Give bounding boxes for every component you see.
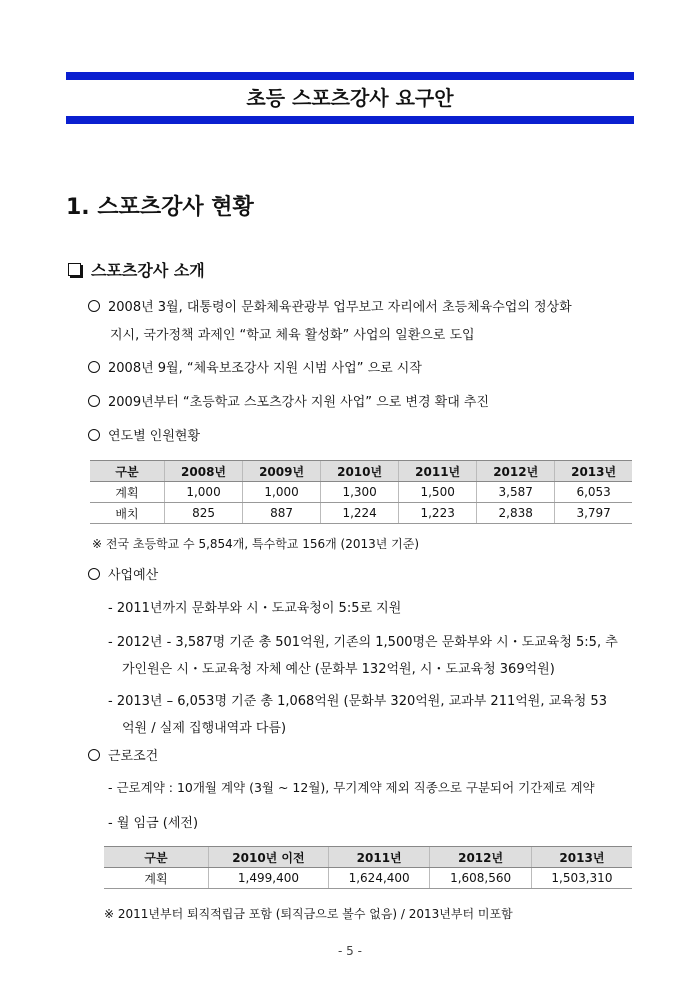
bullet-text: 2008년 9월, “체육보조강사 지원 시범 사업” 으로 시작 <box>108 361 422 376</box>
table-cell: 2,838 <box>477 503 555 524</box>
title-top-bar <box>66 72 634 80</box>
subsection-heading-row <box>68 258 205 281</box>
note-schools: ※ 전국 초등학교 수 5,854개, 특수학교 156개 (2013년 기준) <box>92 537 420 551</box>
section-heading: 1. 스포츠강사 현황 <box>66 195 254 220</box>
table-header-row <box>104 847 632 868</box>
budget-item-2: - 2012년 - 3,587명 기준 총 501억원, 기존의 1,500명은 문화부와 시・도교육청 5:5, 추 <box>108 635 618 650</box>
table-cell: 1,500 <box>399 482 477 503</box>
table-cell: 1,300 <box>321 482 399 503</box>
circle-bullet-icon <box>88 361 100 373</box>
table-cell: 1,624,400 <box>328 868 429 889</box>
table-header-cell: 구분 <box>104 847 209 868</box>
table-row <box>90 482 632 503</box>
work-heading <box>88 745 158 764</box>
table-header-cell: 2010년 <box>321 461 399 482</box>
budget-item-1: - 2011년까지 문화부와 시・도교육청이 5:5로 지원 <box>108 601 402 616</box>
bullet-item-3 <box>88 391 489 410</box>
table-header-cell: 2013년 <box>531 847 632 868</box>
bullet-item-4 <box>88 425 200 444</box>
bullet-text: 사업예산 <box>108 568 159 583</box>
table-cell: 1,000 <box>165 482 243 503</box>
title-box <box>66 72 634 124</box>
work-item-1: - 근로계약 : 10개월 계약 (3월 ~ 12월), 무기계약 제외 직종으로 구분되어 기간제로 계약 <box>108 780 595 795</box>
subsection-heading: 스포츠강사 소개 <box>91 261 205 280</box>
table-cell: 1,000 <box>243 482 321 503</box>
page-title: 초등 스포츠강사 요구안 <box>246 86 454 110</box>
bullet-item-1 <box>88 296 572 315</box>
table-header-cell: 2012년 <box>430 847 531 868</box>
table-header-cell: 2009년 <box>243 461 321 482</box>
budget-item-3-cont: 억원 / 실제 집행내역과 다름) <box>122 721 287 736</box>
table-cell: 887 <box>243 503 321 524</box>
checkbox-square-icon <box>68 263 81 276</box>
bullet-item-2 <box>88 357 422 376</box>
table-row <box>90 503 632 524</box>
table-cell: 배치 <box>90 503 165 524</box>
note-retirement: ※ 2011년부터 퇴직적립금 포함 (퇴직금으로 볼수 없음) / 2013년부터 미포함 <box>104 907 513 921</box>
circle-bullet-icon <box>88 429 100 441</box>
circle-bullet-icon <box>88 300 100 312</box>
table-header-cell: 2012년 <box>477 461 555 482</box>
circle-bullet-icon <box>88 749 100 761</box>
table-row <box>104 868 632 889</box>
title-bottom-bar <box>66 116 634 124</box>
table-cell: 1,224 <box>321 503 399 524</box>
work-item-2: - 월 임금 (세전) <box>108 816 199 831</box>
table-header-cell: 구분 <box>90 461 165 482</box>
table-cell: 825 <box>165 503 243 524</box>
budget-heading <box>88 564 158 583</box>
bullet-text: 근로조건 <box>108 749 159 764</box>
table-cell: 1,608,560 <box>430 868 531 889</box>
table-cell: 1,499,400 <box>209 868 329 889</box>
bullet-text: 2009년부터 “초등학교 스포츠강사 지원 사업” 으로 변경 확대 추진 <box>108 395 490 410</box>
table-cell: 1,503,310 <box>531 868 632 889</box>
table-cell: 3,587 <box>477 482 555 503</box>
table-cell: 1,223 <box>399 503 477 524</box>
table-cell: 계획 <box>104 868 209 889</box>
budget-item-2-cont: 가인원은 시・도교육청 자체 예산 (문화부 132억원, 시・도교육청 369억원) <box>122 662 555 677</box>
staff-table <box>90 460 632 524</box>
bullet-text: 2008년 3월, 대통령이 문화체육관광부 업무보고 자리에서 초등체육수업의 정상화 <box>108 300 572 315</box>
circle-bullet-icon <box>88 395 100 407</box>
table-cell: 계획 <box>90 482 165 503</box>
page-number: - 5 - <box>338 944 362 958</box>
table-header-cell: 2011년 <box>328 847 429 868</box>
circle-bullet-icon <box>88 568 100 580</box>
table-cell: 3,797 <box>555 503 632 524</box>
table-header-cell: 2013년 <box>555 461 632 482</box>
wage-table <box>104 846 632 889</box>
bullet-item-1-cont: 지시, 국가정책 과제인 “학교 체육 활성화” 사업의 일환으로 도입 <box>110 328 475 343</box>
table-header-cell: 2011년 <box>399 461 477 482</box>
table-header-cell: 2008년 <box>165 461 243 482</box>
bullet-text: 연도별 인원현황 <box>108 429 201 444</box>
table-header-cell: 2010년 이전 <box>209 847 329 868</box>
table-header-row <box>90 461 632 482</box>
budget-item-3: - 2013년 – 6,053명 기준 총 1,068억원 (문화부 320억원, 교과부 211억원, 교육청 53 <box>108 694 607 709</box>
table-cell: 6,053 <box>555 482 632 503</box>
